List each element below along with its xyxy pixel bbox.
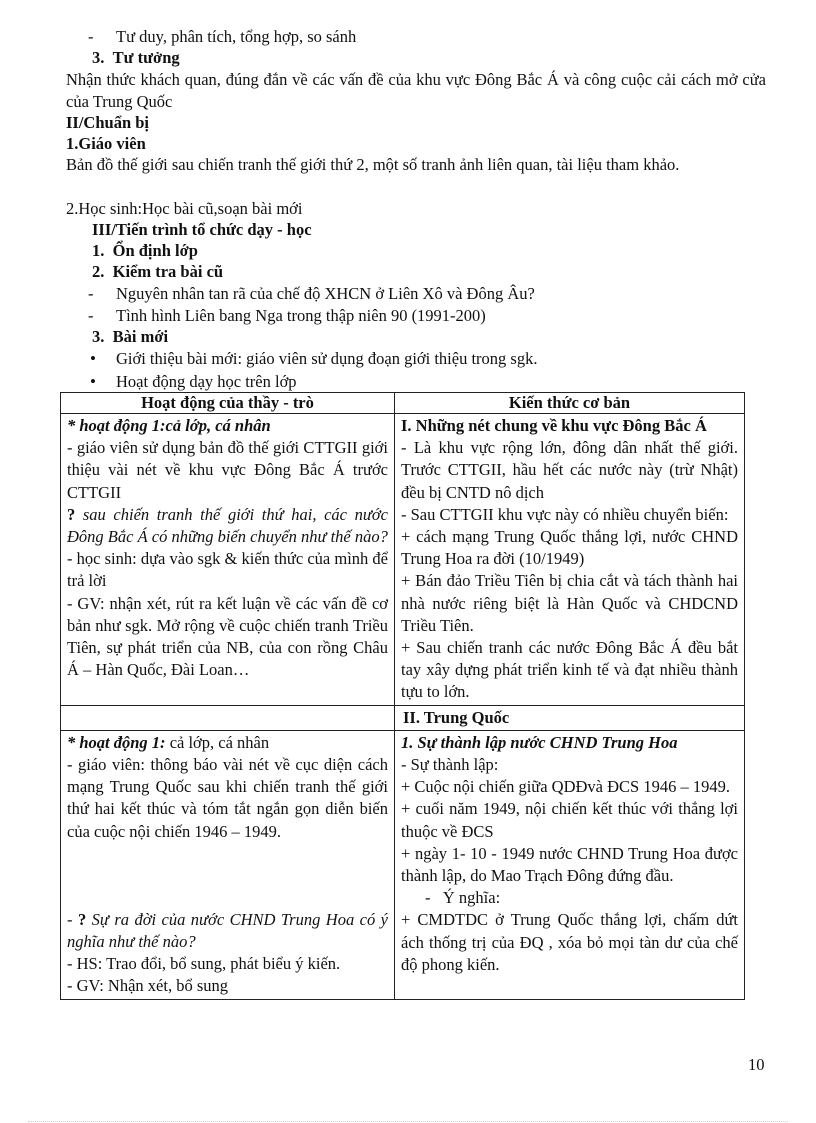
lesson-table [60, 392, 745, 1000]
prep-heading: II/Chuẩn bị [66, 113, 150, 132]
knowledge-title: I. Những nét chung về khu vực Đông Bắc Á [401, 416, 707, 435]
step-label: Ổn định lớp [112, 241, 198, 260]
knowledge-paragraph: + Bán đảo Triều Tiên bị chia cắt và tách thành hai nhà nước riêng biệt là Hàn Quốc và CHDCND Triều Tiên. [401, 571, 738, 635]
question-mark: ? [77, 909, 87, 929]
review-question [116, 305, 486, 326]
knowledge-paragraph: + cuối năm 1949, nội chiến kết thúc với thắng lợi thuộc về ĐCS [401, 799, 738, 841]
activity-paragraph: - giáo viên sử dụng bản đồ thế giới CTTGII giới thiệu vài nét về khu vực Đông Bắc Á trước CTTGII [67, 438, 388, 502]
thought-paragraph: Nhận thức khách quan, đúng đắn về các vấn đề của khu vực Đông Bắc Á và công cuộc cải cách mở cửa của Trung Quốc [66, 70, 766, 111]
knowledge-paragraph: - Sau CTTGII khu vực này có nhiều chuyển biến: [401, 504, 729, 524]
header-basic-knowledge: Kiến thức cơ bản [395, 393, 745, 414]
empty-cell [61, 705, 395, 730]
activity-title-rest: cả lớp, cá nhân [165, 732, 270, 752]
footer-divider [28, 1121, 788, 1122]
question-prefix: - [67, 909, 78, 929]
knowledge-paragraph: + Cuộc nội chiến giữa QDĐvà ĐCS 1946 – 1949. [401, 777, 730, 797]
activity-paragraph: - HS: Trao đổi, bổ sung, phát biểu ý kiến. [67, 954, 341, 974]
review-question [116, 283, 535, 304]
activity-paragraph: - học sinh: dựa vào sgk & kiến thức của mình để trả lời [67, 549, 388, 591]
activity-paragraph: - giáo viên: thông báo vài nét về cục diện cách mạng Trung Quốc sau khi chiến tranh thế giới thứ hai kết thúc và tóm tắt ngắn gọn diễn biến của cuộc nội chiến 1946 – 1949. [67, 755, 388, 841]
review-question-text: Nguyên nhân tan rã của chế độ XHCN ở Liên Xô và Đông Âu? [116, 284, 535, 303]
knowledge-paragraph: - Là khu vực rộng lớn, đông dân nhất thế giới. Trước CTTGII, hầu hết các nước này (trừ Nhật) đều bị CNTD nô dịch [401, 438, 738, 502]
table-row [61, 730, 745, 999]
section-number: 3. [92, 48, 105, 67]
knowledge-paragraph: + ngày 1- 10 - 1949 nước CHND Trung Hoa được thành lập, do Mao Trạch Đông đứng đầu. [401, 843, 738, 886]
table-row [61, 414, 745, 706]
step-number: 1. [92, 241, 105, 260]
knowledge-paragraph: + CMDTDC ở Trung Quốc thắng lợi, chấm dứt ách thống trị của ĐQ , xóa bỏ mọi tàn dư của chế độ phong kiến. [401, 910, 738, 974]
knowledge-paragraph: + Sau chiến tranh các nước Đông Bắc Á đều bắt tay xây dựng phát triển kinh tế và đạt nhiều thành tựu to lớn. [401, 638, 738, 702]
step-label: Kiểm tra bài cũ [112, 262, 224, 281]
bullet-text: Giới thiệu bài mới: giáo viên sử dụng đoạn giới thiệu trong sgk. [116, 349, 538, 368]
activity-title [67, 732, 388, 754]
knowledge-cell [395, 414, 745, 706]
knowledge-paragraph: - Ý nghĩa: [425, 888, 501, 908]
teacher-heading: 1.Giáo viên [66, 134, 146, 153]
bullet-item [116, 348, 537, 369]
skill-item [116, 26, 356, 47]
skill-text: Tư duy, phân tích, tổng hợp, so sánh [116, 27, 357, 46]
bullet-item [116, 371, 297, 392]
table-header-row [61, 393, 745, 414]
table-row [61, 705, 745, 730]
activity-question [67, 504, 388, 548]
activity-paragraph: - GV: nhận xét, rút ra kết luận về các vấn đề cơ bản như sgk. Mở rộng về cuộc chiến tranh Triều Tiên, sự phát triển của NB, của con rồng Châu Á – Hàn Quốc, Đài Loan… [67, 593, 388, 680]
section-title: Tư tưởng [112, 48, 180, 67]
knowledge-title: 1. Sự thành lập nước CHND Trung Hoa [401, 732, 678, 752]
step-label: Bài mới [112, 327, 169, 346]
bullet-text: Hoạt động dạy học trên lớp [116, 372, 297, 391]
review-question-text: Tình hình Liên bang Nga trong thập niên 90 (1991-200) [116, 306, 486, 325]
activity-paragraph: - GV: Nhận xét, bổ sung [67, 976, 229, 996]
step-number: 2. [92, 262, 105, 281]
question-text: Sự ra đời của nước CHND Trung Hoa có ý nghĩa như thế nào? [67, 909, 389, 952]
question-text: sau chiến tranh thế giới thứ hai, các nước Đông Bắc Á có những biến chuyển như thế nào? [67, 504, 388, 547]
step-number: 3. [92, 327, 105, 346]
activity-cell [61, 730, 395, 999]
activity-title: * hoạt động 1:cả lớp, cá nhân [67, 416, 271, 435]
header-teacher-student: Hoạt động của thầy - trò [61, 393, 395, 414]
page-number: 10 [748, 1055, 765, 1074]
step-item [92, 261, 223, 282]
step-item [92, 240, 198, 261]
question-mark: ? [67, 504, 76, 524]
activity-title-bold: * hoạt động 1: [67, 732, 166, 752]
knowledge-cell [395, 730, 745, 999]
teacher-paragraph: Bản đồ thế giới sau chiến tranh thế giới thứ 2, một số tranh ảnh liên quan, tài liệu tham khảo. [66, 155, 680, 174]
knowledge-paragraph: - Sự thành lập: [401, 755, 499, 775]
activity-cell [61, 414, 395, 706]
knowledge-paragraph: + cách mạng Trung Quốc thắng lợi, nước CHND Trung Hoa ra đời (10/1949) [401, 527, 738, 569]
activity-question [67, 909, 388, 953]
section-heading-thought [92, 47, 180, 68]
process-heading: III/Tiến trình tổ chức dạy - học [92, 220, 312, 239]
step-item [92, 326, 168, 347]
section-cell-china: II. Trung Quốc [395, 705, 745, 730]
student-line: 2.Học sinh:Học bài cũ,soạn bài mới [66, 199, 303, 218]
spacer [67, 843, 388, 909]
